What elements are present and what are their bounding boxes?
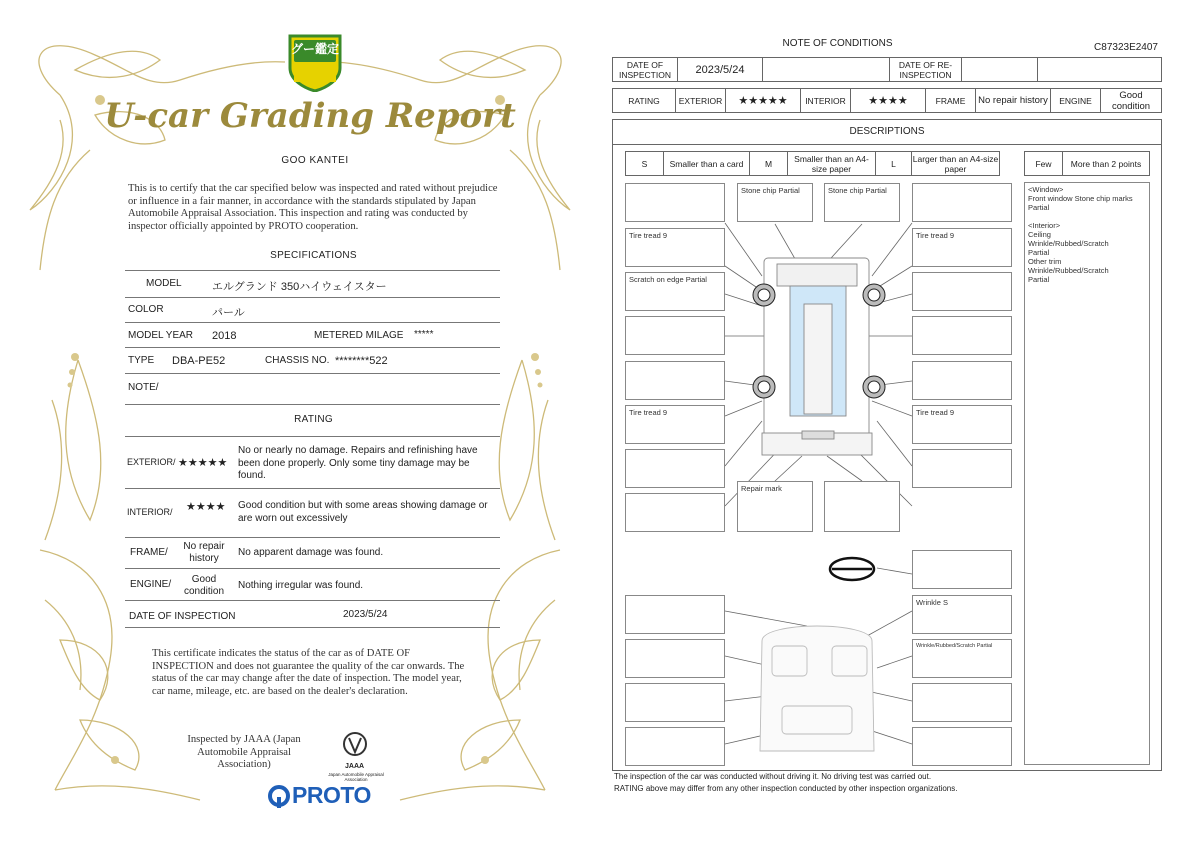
divider: [125, 568, 500, 569]
condition-box: [625, 316, 725, 355]
condition-box-wrinkle: Wrinkle S: [912, 595, 1012, 634]
date-of-inspection-label: DATE OF INSPECTION: [612, 57, 678, 82]
empty-cell: [1037, 57, 1162, 82]
condition-box: [625, 183, 725, 222]
notes-line: Wrinkle/Rubbed/Scratch: [1028, 266, 1109, 275]
footer-note-2: RATING above may differ from any other inspection conducted by other inspection organizations.: [614, 784, 958, 793]
divider: [125, 322, 500, 323]
divider: [125, 297, 500, 298]
condition-box: [625, 493, 725, 532]
date-of-inspection-value: 2023/5/24: [343, 609, 388, 620]
jaaa-subtext: Japan Automobile Appraisal Association: [328, 772, 384, 782]
exterior-stars: ★★★★★: [725, 88, 801, 113]
condition-box-steering: [912, 550, 1012, 589]
empty-cell: [762, 57, 890, 82]
divider: [125, 270, 500, 271]
legend-l-desc: Larger than an A4-size paper: [911, 151, 1000, 176]
condition-box: [912, 272, 1012, 311]
condition-box: [824, 481, 900, 532]
legend-s: S: [625, 151, 664, 176]
badge-text: グー鑑定: [290, 42, 339, 56]
interior-stars: ★★★★: [850, 88, 926, 113]
condition-box: [912, 727, 1012, 766]
condition-box-left-tire-front: Tire tread 9: [625, 228, 725, 267]
condition-box: [625, 449, 725, 488]
legend-l: L: [875, 151, 912, 176]
divider: [125, 537, 500, 538]
frame-value: No repair history: [975, 88, 1051, 113]
exterior-stars: ★★★★★: [178, 457, 228, 469]
model-value: エルグランド 350ハイウェイスター: [212, 281, 387, 293]
notes-line: <Interior>: [1028, 221, 1061, 230]
condition-box: [912, 183, 1012, 222]
mileage-value: *****: [414, 329, 434, 340]
condition-box-repair-mark: Repair mark: [737, 481, 813, 532]
frame-label: FRAME/: [130, 547, 168, 558]
frame-label: FRAME: [925, 88, 976, 113]
model-year-label: MODEL YEAR: [128, 330, 194, 341]
notes-line: [1028, 212, 1146, 221]
notes-line: Partial: [1028, 275, 1050, 284]
legend-m: M: [749, 151, 788, 176]
condition-box: [912, 683, 1012, 722]
legend-few: Few: [1024, 151, 1063, 176]
certify-paragraph: This is to certify that the car specified below was inspected and rated without prejudice or influence in a fair manner, in accordance with the standards stipulated by Japan Automobile Appraisal Association. This inspection and rating was conducted by inspector officially appointed by PROTO cooperation.: [128, 183, 498, 232]
condition-box-left-scratch: Scratch on edge Partial: [625, 272, 725, 311]
condition-box: [912, 316, 1012, 355]
inspected-by-text: Inspected by JAAA (Japan Automobile Appraisal Association): [187, 734, 301, 770]
notes-line: Front window Stone chip marks: [1028, 194, 1133, 203]
legend-s-desc: Smaller than a card: [663, 151, 750, 176]
color-label: COLOR: [128, 304, 164, 315]
exterior-label: EXTERIOR: [675, 88, 726, 113]
color-value: パール: [212, 307, 245, 319]
exterior-description: No or nearly no damage. Repairs and refinishing have been done properly. Only some tiny damage may be found.: [238, 445, 478, 481]
engine-label: ENGINE/: [130, 579, 172, 590]
condition-box-stone-chip-2: Stone chip Partial: [824, 183, 900, 222]
condition-box-right-tire-front: Tire tread 9: [912, 228, 1012, 267]
type-label: TYPE: [128, 355, 155, 366]
condition-box: [912, 361, 1012, 400]
divider: [125, 373, 500, 374]
rating-label: RATING: [612, 88, 676, 113]
footer-note-1: The inspection of the car was conducted without driving it. No driving test was carried out.: [614, 772, 932, 781]
engine-label: ENGINE: [1050, 88, 1101, 113]
conditions-code: C87323E2407: [1094, 42, 1158, 53]
divider: [125, 488, 500, 489]
model-year-value: 2018: [212, 330, 237, 342]
exterior-label: EXTERIOR/: [127, 457, 176, 467]
legend-m-desc: Smaller than an A4-size paper: [787, 151, 876, 176]
rating-heading: RATING: [294, 414, 333, 425]
engine-value: Good condition: [1100, 88, 1162, 113]
date-of-reinspection-label: DATE OF RE-INSPECTION: [889, 57, 962, 82]
notes-line: Other trim: [1028, 257, 1062, 266]
interior-label: INTERIOR: [800, 88, 851, 113]
engine-description: Nothing irregular was found.: [238, 580, 364, 591]
notes-line: <Window>: [1028, 185, 1064, 194]
frame-description: No apparent damage was found.: [238, 547, 384, 558]
condition-box: [912, 449, 1012, 488]
notes-line: Partial: [1028, 248, 1050, 257]
condition-box-stone-chip-1: Stone chip Partial: [737, 183, 813, 222]
divider: [125, 404, 500, 405]
chassis-value: ********522: [335, 355, 388, 367]
proto-logo-icon: [268, 785, 290, 809]
certificate-subtitle: GOO KANTEI: [281, 155, 349, 166]
specifications-heading: SPECIFICATIONS: [270, 250, 357, 261]
interior-stars: ★★★★: [186, 501, 226, 513]
divider: [125, 436, 500, 437]
legend-few-desc: More than 2 points: [1062, 151, 1150, 176]
divider: [125, 600, 500, 601]
condition-box: [625, 683, 725, 722]
notes-line: Partial: [1028, 203, 1050, 212]
condition-box: [625, 595, 725, 634]
condition-box-wrinkle-rubbed: Wrinkle/Rubbed/Scratch Partial: [912, 639, 1012, 678]
condition-box-left-tire-rear: Tire tread 9: [625, 405, 725, 444]
certificate-disclaimer: This certificate indicates the status of the car as of DATE OF INSPECTION and does not guarantee the quality of the car onwards. The status of the car may change after the date of inspection. The model year, car name, mileage, etc. are based on the dealer's declaration.: [152, 648, 465, 697]
certificate-title: U-car Grading Report: [104, 96, 516, 136]
jaaa-text: JAAA: [345, 763, 365, 770]
note-label: NOTE/: [128, 382, 159, 393]
type-value: DBA-PE52: [172, 355, 226, 367]
condition-box: [625, 361, 725, 400]
condition-box-right-tire-rear: Tire tread 9: [912, 405, 1012, 444]
divider: [125, 347, 500, 348]
divider: [125, 627, 500, 628]
interior-label: INTERIOR/: [127, 507, 173, 517]
descriptions-heading: DESCRIPTIONS: [612, 119, 1162, 145]
date-of-inspection-label: DATE OF INSPECTION: [129, 611, 236, 622]
mileage-label: METERED MILAGE: [314, 330, 404, 341]
condition-box: [625, 727, 725, 766]
chassis-label: CHASSIS NO.: [265, 355, 330, 366]
conditions-title: NOTE OF CONDITIONS: [782, 38, 893, 49]
date-of-inspection-value: 2023/5/24: [677, 57, 763, 82]
proto-logo-text: PROTO: [292, 782, 371, 808]
interior-description: Good condition but with some areas showing damage or are worn out excessively: [238, 500, 488, 524]
frame-value: No repair history: [183, 541, 225, 564]
model-label: MODEL: [146, 278, 182, 289]
condition-box: [625, 639, 725, 678]
notes-line: Wrinkle/Rubbed/Scratch: [1028, 239, 1109, 248]
empty-cell: [961, 57, 1038, 82]
engine-value: Good condition: [183, 574, 225, 597]
notes-panel: [1024, 182, 1150, 765]
notes-line: Ceiling: [1028, 230, 1051, 239]
